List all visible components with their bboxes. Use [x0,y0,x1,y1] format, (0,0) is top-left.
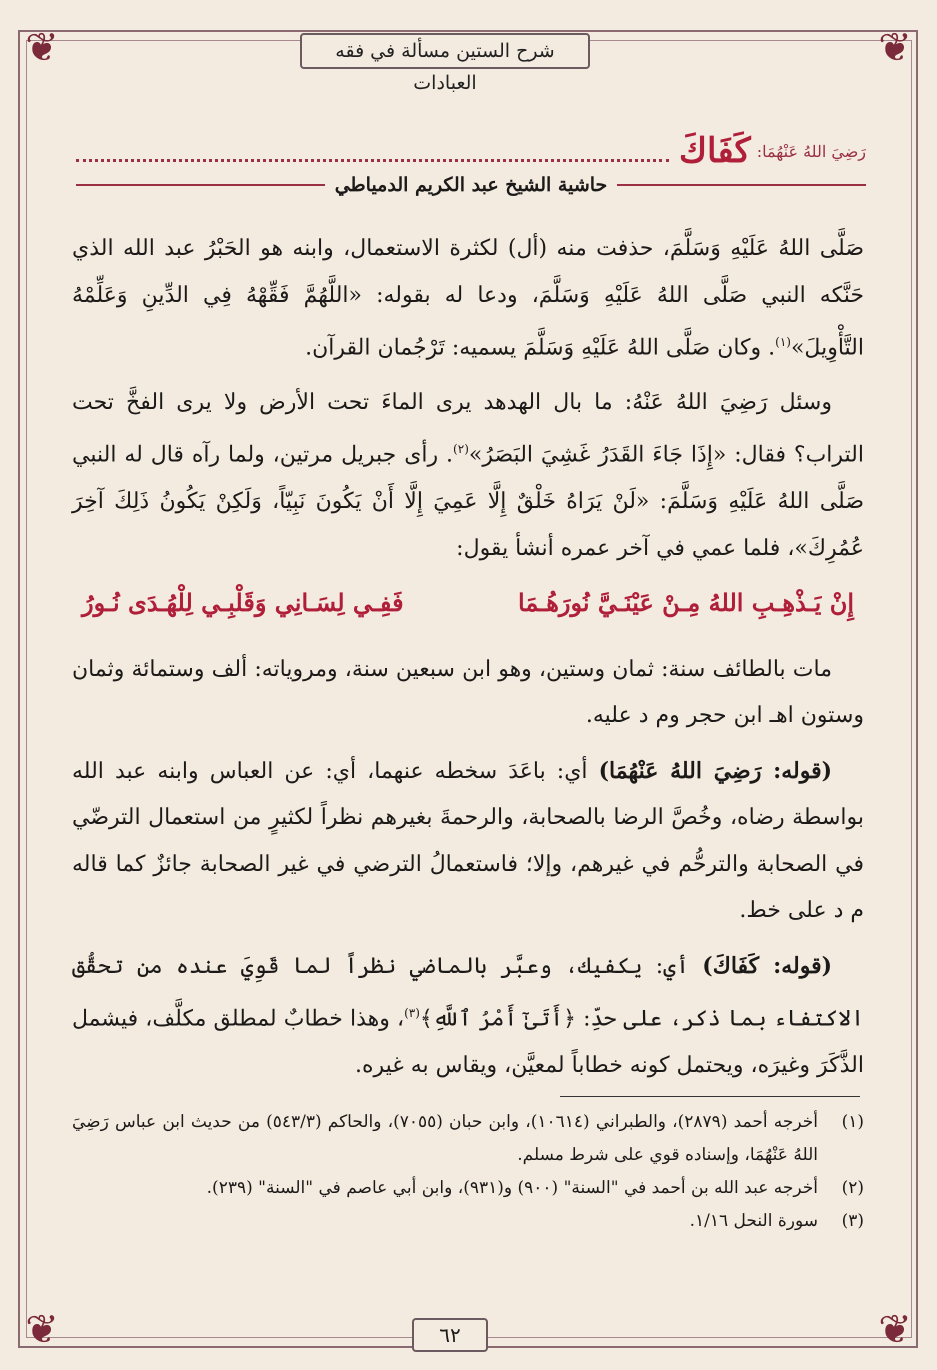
paragraph-lead: (قوله: كَفَاكَ) [702,952,833,979]
paragraph: مات بالطائف سنة: ثمان وستين، وهو ابن سبعين سنة، ومروياته: ألف وستمائة وثمان وستون اهـ ابن حجر وم د عليه. [72,656,864,729]
footnote-text: أخرجه أحمد (٢٨٧٩)، والطبراني (١٠٦١٤)، وابن حبان (٧٠٥٥)، والحاكم (٥٤٣/٣) من حديث ابن عباس رَضِيَ اللهُ عَنْهُمَا، وإسناده قوي على شرط مسلم. [72,1112,818,1165]
poetry-verse [82,580,854,627]
footnote-text: أخرجه عبد الله بن أحمد في "السنة" (٩٠٠) و(٩٣١)، وابن أبي عاصم في "السنة" (٢٣٩). [206,1178,818,1198]
footnote-ref: (٢) [453,442,469,457]
footnote-text: سورة النحل ١/١٦. [689,1211,818,1231]
paragraph-text: ، وهذا خطابٌ لمطلق مكلَّف، فيشمل الذَّكَرَ وغيرَه، ويحتمل كونه خطاباً لمعيَّن، ويقاس به غيره. [72,1006,864,1078]
footnote-number: (١) [841,1112,864,1132]
corner-ornament-icon: ❦ [25,1307,59,1353]
footnote-ref: (٣) [404,1006,420,1021]
paragraph [72,380,864,572]
page-number: ٦٢ [412,1318,488,1352]
main-text [72,226,864,1097]
title-keyword: كَفَاكَ [678,131,751,171]
footnote [72,1172,864,1205]
subtitle-rule-left [76,184,325,186]
footnote-ref: (١) [775,335,791,349]
corner-ornament-icon: ❦ [878,25,912,71]
corner-ornament-icon: ❦ [25,25,59,71]
paragraph-text: صَلَّى اللهُ عَلَيْهِ وَسَلَّمَ، حذفت منه (أل) لكثرة الاستعمال، وابنه هو الحَبْرُ عبد الله الذي حَنَّكه النبي صَلَّى اللهُ عَلَيْهِ وَسَلَّمَ، ودعا له بقوله: «اللَّهُمَّ فَقِّهْهُ فِي الدِّينِ وَعَلِّمْهُ التَّأْوِيلَ» [72,236,864,361]
section-title [76,128,866,174]
footnote-number: (٣) [841,1211,864,1231]
title-dotted-leader [76,159,669,162]
paragraph-lead: (قوله: رَضِيَ اللهُ عَنْهُمَا) [598,757,833,784]
footnote-separator [560,1096,860,1097]
paragraph [72,943,864,1090]
paragraph-text: أي: يكفيك، وعبَّر بالماضي نظراً لما قَوِيَ عنده من تحقُّق الاكتفاء بما ذكر، على حدِّ: ﴿أَتَىٰٓ أَمْرُ ٱللَّهِ﴾ [72,953,864,1032]
running-header: شرح الستين مسألة في فقه العبادات [300,33,590,69]
corner-ornament-icon: ❦ [878,1307,912,1353]
verse-hemistich-second: فَفِـي لِسَـانِي وَقَلْبِـي لِلْهُـدَى نُـورُ [82,588,404,618]
verse-hemistich-first: إِنْ يَـذْهِـبِ اللهُ مِـنْ عَيْنَـيَّ نُورَهُـمَا [518,588,854,618]
footnote [72,1205,864,1238]
subtitle-row [76,170,866,200]
footnote [72,1106,864,1172]
paragraph [72,748,864,935]
paragraph-text: . رأى جبريل مرتين، ولما رآه قال له النبي صَلَّى اللهُ عَلَيْهِ وَسَلَّمَ: «لَنْ يَرَاهُ خَلْقٌ إِلَّا عَمِيَ إِلَّا أَنْ يَكُونَ نَبِيّاً، وَلَكِنْ يَكُونُ ذَلِكَ آخِرَ عُمُرِكَ»، فلما عمي في آخر عمره أنشأ يقول: [72,442,864,561]
paragraph-text: وسئل رَضِيَ اللهُ عَنْهُ: ما بال الهدهد يرى الماءَ تحت الأرض ولا يرى الفخَّ تحت التراب؟ فقال: «إِذَا جَاءَ القَدَرُ غَشِيَ البَصَرُ» [72,389,864,468]
paragraph [72,226,864,372]
title-honorific: رَضِيَ اللهُ عَنْهُمَا: [756,141,866,161]
paragraph-text: . وكان صَلَّى اللهُ عَلَيْهِ وَسَلَّمَ يسميه: تَرْجُمان القرآن. [305,335,776,361]
paragraph-text: أي: باعَدَ سخطه عنهما، أي: عن العباس وابنه عبد الله بواسطة رضاه، وخُصَّ الرضا بالصحابة، والرحمةَ بغيرهم نظراً لكثيرٍ من استعمال الترضّي في الصحابة والترحُّم في غيرهم، وإلا؛ فاستعمالُ الترضي في غير الصحابة جائزٌ كما قاله م د على خط. [72,758,864,924]
footnotes [72,1106,864,1238]
subtitle: حاشية الشيخ عبد الكريم الدمياطي [334,174,608,196]
subtitle-rule-right [617,184,866,186]
footnote-number: (٢) [841,1178,864,1198]
